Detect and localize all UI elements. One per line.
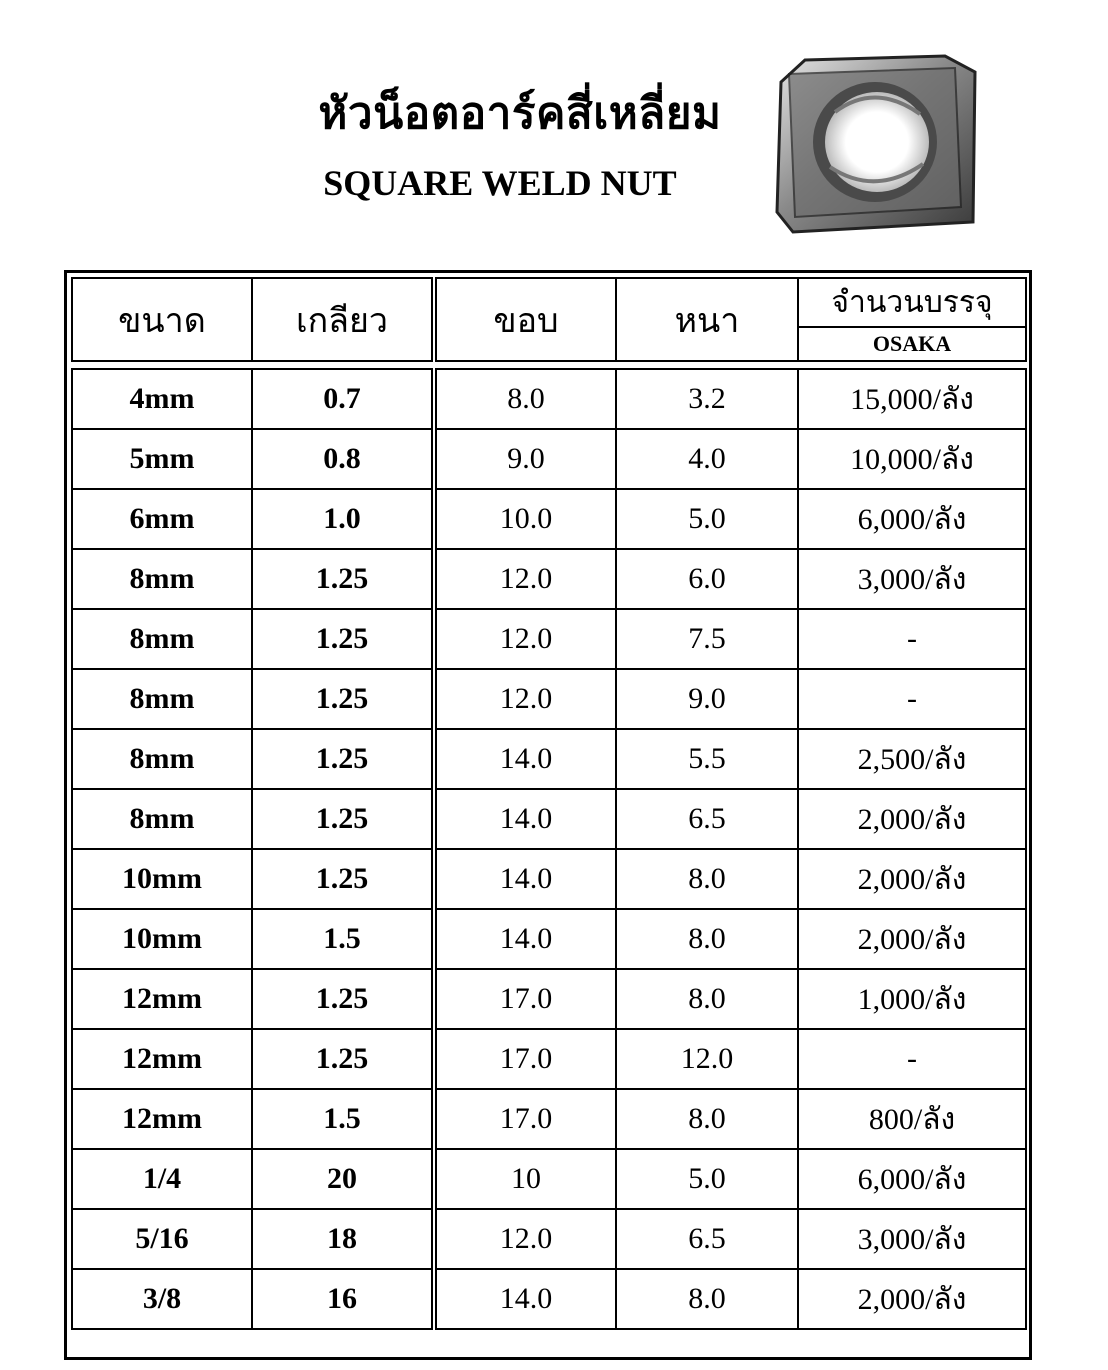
cell-size: 8mm xyxy=(72,669,252,729)
cell-width: 12.0 xyxy=(434,549,616,609)
table-row xyxy=(72,1089,1026,1149)
cell-packing: - xyxy=(798,669,1026,729)
cell-packing: 800/ลัง xyxy=(798,1089,1026,1149)
cell-thickness: 4.0 xyxy=(616,429,798,489)
cell-thickness: 6.0 xyxy=(616,549,798,609)
cell-width: 14.0 xyxy=(434,729,616,789)
cell-thickness: 8.0 xyxy=(616,1089,798,1149)
cell-packing: 2,000/ลัง xyxy=(798,1269,1026,1329)
cell-width: 10.0 xyxy=(434,489,616,549)
cell-pitch: 1.5 xyxy=(252,909,434,969)
cell-pitch: 1.25 xyxy=(252,549,434,609)
table-row xyxy=(72,1269,1026,1329)
cell-pitch: 0.8 xyxy=(252,429,434,489)
table-row xyxy=(72,849,1026,909)
cell-thickness: 8.0 xyxy=(616,909,798,969)
cell-size: 10mm xyxy=(72,849,252,909)
cell-width: 17.0 xyxy=(434,1089,616,1149)
table-row xyxy=(72,549,1026,609)
cell-width: 12.0 xyxy=(434,1209,616,1269)
table-row xyxy=(72,489,1026,549)
cell-size: 8mm xyxy=(72,729,252,789)
cell-width: 12.0 xyxy=(434,669,616,729)
cell-pitch: 1.25 xyxy=(252,969,434,1029)
cell-size: 5/16 xyxy=(72,1209,252,1269)
cell-packing: 15,000/ลัง xyxy=(798,369,1026,429)
cell-width: 14.0 xyxy=(434,789,616,849)
cell-width: 10 xyxy=(434,1149,616,1209)
cell-pitch: 1.25 xyxy=(252,609,434,669)
cell-pitch: 1.0 xyxy=(252,489,434,549)
cell-width: 12.0 xyxy=(434,609,616,669)
column-header-thickness: หนา xyxy=(616,278,798,361)
cell-size: 12mm xyxy=(72,1089,252,1149)
cell-width: 14.0 xyxy=(434,1269,616,1329)
cell-thickness: 3.2 xyxy=(616,369,798,429)
cell-thickness: 8.0 xyxy=(616,849,798,909)
table-row xyxy=(72,789,1026,849)
cell-packing: 2,500/ลัง xyxy=(798,729,1026,789)
cell-pitch: 20 xyxy=(252,1149,434,1209)
cell-pitch: 1.5 xyxy=(252,1089,434,1149)
weld-nut-spec-table xyxy=(71,277,1027,1330)
cell-width: 14.0 xyxy=(434,909,616,969)
cell-width: 17.0 xyxy=(434,969,616,1029)
cell-pitch: 1.25 xyxy=(252,669,434,729)
cell-packing: 6,000/ลัง xyxy=(798,1149,1026,1209)
cell-size: 1/4 xyxy=(72,1149,252,1209)
table-row xyxy=(72,669,1026,729)
cell-thickness: 5.0 xyxy=(616,1149,798,1209)
column-header-packing: จำนวนบรรจุ xyxy=(798,278,1026,327)
cell-pitch: 1.25 xyxy=(252,849,434,909)
cell-width: 17.0 xyxy=(434,1029,616,1089)
cell-packing: - xyxy=(798,1029,1026,1089)
cell-size: 10mm xyxy=(72,909,252,969)
table-row xyxy=(72,1209,1026,1269)
table-row xyxy=(72,609,1026,669)
cell-thickness: 8.0 xyxy=(616,1269,798,1329)
table-row xyxy=(72,729,1026,789)
cell-thickness: 6.5 xyxy=(616,789,798,849)
table-row xyxy=(72,369,1026,429)
cell-thickness: 5.0 xyxy=(616,489,798,549)
column-header-size: ขนาด xyxy=(72,278,252,361)
cell-width: 9.0 xyxy=(434,429,616,489)
cell-pitch: 0.7 xyxy=(252,369,434,429)
cell-packing: - xyxy=(798,609,1026,669)
cell-thickness: 9.0 xyxy=(616,669,798,729)
cell-pitch: 1.25 xyxy=(252,1029,434,1089)
cell-width: 14.0 xyxy=(434,849,616,909)
cell-size: 5mm xyxy=(72,429,252,489)
cell-size: 12mm xyxy=(72,969,252,1029)
cell-packing: 2,000/ลัง xyxy=(798,849,1026,909)
cell-thickness: 6.5 xyxy=(616,1209,798,1269)
table-row xyxy=(72,1029,1026,1089)
cell-size: 6mm xyxy=(72,489,252,549)
cell-packing: 2,000/ลัง xyxy=(798,789,1026,849)
cell-size: 8mm xyxy=(72,789,252,849)
cell-pitch: 18 xyxy=(252,1209,434,1269)
cell-size: 8mm xyxy=(72,549,252,609)
column-header-width: ขอบ xyxy=(434,278,616,361)
cell-packing: 3,000/ลัง xyxy=(798,1209,1026,1269)
table-row xyxy=(72,909,1026,969)
cell-width: 8.0 xyxy=(434,369,616,429)
column-header-brand: OSAKA xyxy=(798,327,1026,361)
cell-thickness: 12.0 xyxy=(616,1029,798,1089)
cell-packing: 6,000/ลัง xyxy=(798,489,1026,549)
square-weld-nut-photo-icon xyxy=(775,52,980,234)
cell-size: 8mm xyxy=(72,609,252,669)
page-title-thai: หัวน็อตอาร์คสี่เหลี่ยม xyxy=(318,88,722,139)
page-title-english: SQUARE WELD NUT xyxy=(323,163,677,203)
table-row xyxy=(72,969,1026,1029)
cell-packing: 10,000/ลัง xyxy=(798,429,1026,489)
cell-pitch: 16 xyxy=(252,1269,434,1329)
cell-thickness: 8.0 xyxy=(616,969,798,1029)
cell-size: 4mm xyxy=(72,369,252,429)
cell-packing: 1,000/ลัง xyxy=(798,969,1026,1029)
cell-size: 3/8 xyxy=(72,1269,252,1329)
cell-thickness: 5.5 xyxy=(616,729,798,789)
cell-thickness: 7.5 xyxy=(616,609,798,669)
table-row xyxy=(72,429,1026,489)
cell-pitch: 1.25 xyxy=(252,729,434,789)
cell-size: 12mm xyxy=(72,1029,252,1089)
column-header-pitch: เกลียว xyxy=(252,278,434,361)
cell-packing: 3,000/ลัง xyxy=(798,549,1026,609)
cell-packing: 2,000/ลัง xyxy=(798,909,1026,969)
table-row xyxy=(72,1149,1026,1209)
cell-pitch: 1.25 xyxy=(252,789,434,849)
weld-nut-spec-table-frame xyxy=(64,270,1032,1360)
